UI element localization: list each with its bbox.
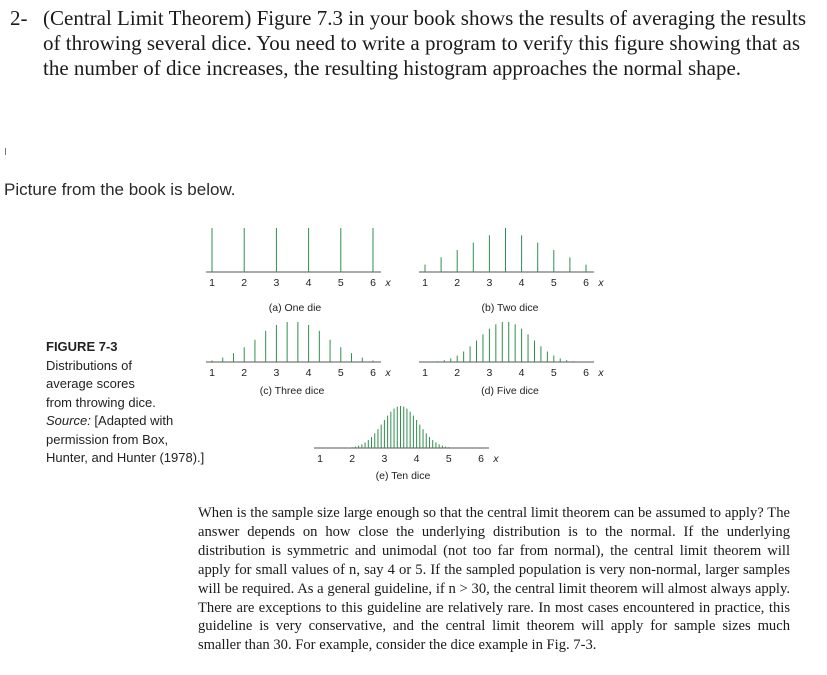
tick-label: 4 [413, 453, 420, 465]
tick-label: 5 [337, 277, 344, 289]
tick-label: 3 [486, 277, 493, 289]
x-axis-label: x [385, 277, 391, 289]
x-axis-label: x [493, 453, 499, 465]
tick-label: 3 [273, 277, 280, 289]
tick-label: 1 [422, 277, 428, 289]
question-text: (Central Limit Theorem) Figure 7.3 in your book shows the results of averaging the results of throwing several dice. You need to write a program to verify this figure showing that as the number of dice increases, the resulting histogram approaches the normal shape. [43, 6, 807, 80]
caption-source-text: [Adapted with permission from Box, Hunter, and Hunter (1978).] [46, 413, 205, 465]
tick-label: 5 [550, 367, 557, 379]
tick-label: 3 [381, 453, 388, 465]
panel-caption: (d) Five dice [481, 385, 539, 397]
intro-text: Picture from the book is below. [4, 180, 236, 199]
tick-label: 2 [454, 367, 461, 379]
tick-label: 1 [317, 453, 323, 465]
tick-label: 6 [478, 453, 484, 465]
x-axis-label: x [598, 367, 604, 379]
tick-label: 5 [550, 277, 557, 289]
panel-caption: (c) Three dice [259, 385, 325, 397]
body-paragraph: When is the sample size large enough so that the central limit theorem can be assumed to apply? The answer depends on how close the underlying distribution is to the normal. If the underlying distribution is symmetric and unimodal (not too far from normal), the central limit theorem will apply for small values of n, say 4 or 5. If the sampled population is very non-normal, larger samples will be required. As a general guideline, if n > 30, the central limit theorem will almost always apply. There are exceptions to this guideline are relatively rare. In most cases encountered in practice, this guideline is very conservative, and the central limit theorem will apply for sample sizes much smaller than 30. For example, consider the dice example in Fig. 7-3. [198, 505, 790, 654]
x-axis-label: x [385, 367, 391, 379]
tick-label: 4 [305, 277, 312, 289]
tick-label: 6 [370, 277, 376, 289]
tick-label: 1 [422, 367, 428, 379]
tick-label: 4 [305, 367, 312, 379]
caption-source-label: Source: [46, 413, 91, 428]
x-axis-label: x [598, 277, 604, 289]
tick-label: 2 [241, 367, 248, 379]
caption-line-1: Distributions of [46, 357, 132, 373]
panel-caption: (a) One die [268, 302, 322, 314]
tick-label: 5 [337, 367, 344, 379]
tick-label: 2 [241, 277, 248, 289]
tick-label: 3 [486, 367, 493, 379]
caption-line-3: from throwing dice. [46, 394, 156, 410]
tick-label: 3 [273, 367, 280, 379]
tick-label: 2 [454, 277, 461, 289]
question-number: 2- [10, 6, 28, 30]
tick-label: 1 [209, 367, 215, 379]
tick-label: 6 [583, 277, 589, 289]
panel-caption: (e) Ten dice [375, 470, 431, 482]
tick-label: 4 [518, 277, 525, 289]
panel-caption: (b) Two dice [481, 302, 539, 314]
tick-label: 1 [209, 277, 215, 289]
tick-label: 6 [370, 367, 376, 379]
tick-label: 4 [518, 367, 525, 379]
tick-label: 5 [445, 453, 452, 465]
caption-line-2: average scores [46, 376, 135, 391]
tick-label: 6 [583, 367, 589, 379]
tick-label: 2 [349, 453, 356, 465]
figure-label: FIGURE 7-3 [46, 339, 118, 354]
